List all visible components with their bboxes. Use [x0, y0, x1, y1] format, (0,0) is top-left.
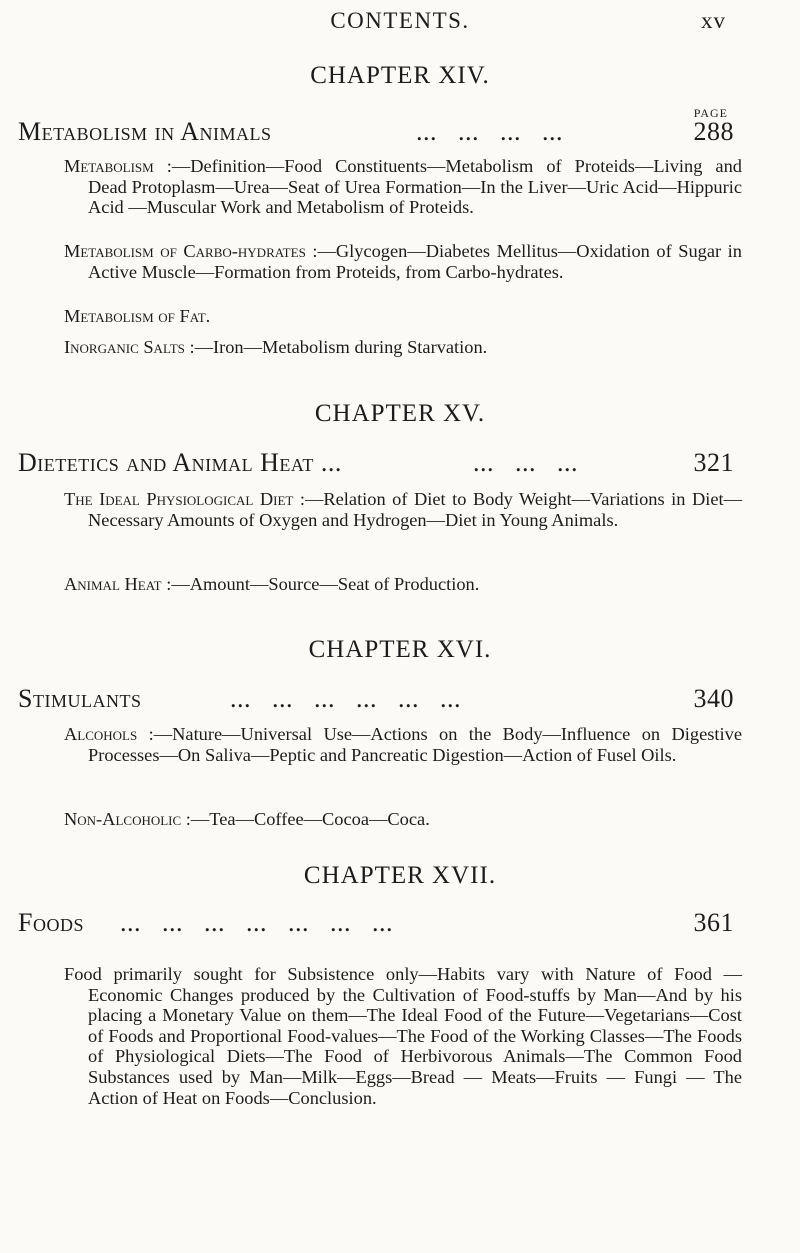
section-text: :—Amount—Source—Seat of Production. [161, 574, 480, 594]
section-lead: Animal Heat [64, 574, 162, 594]
section-text: :—Tea—Coffee—Cocoa—Coca. [181, 809, 430, 829]
section-lead: Metabolism of Carbo-hydrates [64, 241, 306, 261]
section-text: :—Relation of Diet to Body Weight—Variations in Diet—Necessary Amounts of Oxygen and Hydrogen—Diet in Young Animals. [88, 489, 742, 530]
section-lead: Alcohols [64, 724, 138, 744]
toc-entry-metabolism-in-animals[interactable] [18, 117, 734, 147]
dot-leaders: ... ... ... ... ... ... ... [120, 908, 393, 937]
section-ideal-diet [64, 489, 742, 530]
section-text: Food primarily sought for Subsistence only—Habits vary with Nature of Food — Economic Changes produced by the Cultivation of Food-stuffs by Man—And by his placing a Monetary Value on them—The Ideal Food of the Future—Vegetarians—Cost of Foods and Proportional Food-values—The Food of the Working Classes—The Foods of Physiological Diets—The Food of Herbivorous Animals—The Common Food Substances used by Man—Milk—Eggs—Bread — Meats—Fruits — Fungi — The Action of Heat on Foods—Conclusion. [64, 964, 742, 1108]
section-lead: Metabolism [64, 156, 154, 176]
section-alcohols [64, 724, 742, 765]
page-column-label: PAGE [693, 106, 728, 120]
toc-entry-dietetics[interactable] [18, 448, 734, 478]
section-lead: Non-Alcoholic [64, 809, 182, 829]
section-text: :—Nature—Universal Use—Actions on the Body—Influence on Digestive Processes—On Saliva—Peptic and Pancreatic Digestion—Action of Fusel Oils. [88, 724, 742, 765]
section-text: :—Definition—Food Constituents—Metabolism of Proteids—Living and Dead Protoplasm—Urea—Seat of Urea Formation—In the Liver—Uric Acid—Hippuric Acid —Muscular Work and Metabolism of Proteids. [88, 156, 742, 218]
section-non-alcoholic [64, 809, 742, 830]
section-lead: Metabolism of Fat. [64, 306, 211, 326]
section-animal-heat [64, 574, 742, 595]
entry-page-number: 321 [693, 448, 734, 477]
entry-title: Metabolism in Animals [18, 117, 272, 146]
section-lead: The Ideal Physiological Diet [64, 489, 294, 509]
chapter-heading-xv: CHAPTER XV. [314, 400, 486, 427]
entry-page-number: 361 [693, 908, 734, 937]
section-metabolism [64, 156, 742, 218]
dot-leaders: ... ... ... ... ... ... [230, 684, 461, 713]
section-fat [64, 306, 742, 327]
entry-title: Dietetics and Animal Heat ... [18, 448, 342, 477]
running-title: CONTENTS. [330, 8, 470, 33]
page-folio: xv [701, 8, 726, 33]
running-head [0, 8, 800, 38]
toc-entry-stimulants[interactable] [18, 684, 734, 714]
section-lead: Inorganic Salts [64, 337, 185, 357]
section-text: :—Iron—Metabolism during Starvation. [184, 337, 488, 357]
entry-page-number: 288 [693, 117, 734, 146]
section-inorganic-salts [64, 337, 742, 358]
toc-entry-foods[interactable] [18, 908, 734, 938]
chapter-heading-xiv: CHAPTER XIV. [310, 62, 490, 89]
dot-leaders: ... ... ... [473, 448, 578, 477]
entry-title: Stimulants [18, 684, 142, 713]
entry-title: Foods [18, 908, 84, 937]
section-text: :—Glycogen—Diabetes Mellitus—Oxidation of Sugar in Active Muscle—Formation from Proteids, from Carbo-hydrates. [88, 241, 742, 282]
dot-leaders: ... ... ... ... [416, 117, 563, 146]
entry-page-number: 340 [693, 684, 734, 713]
chapter-heading-xvii: CHAPTER XVII. [303, 862, 497, 889]
section-carbohydrates [64, 241, 742, 282]
chapter-heading-xvi: CHAPTER XVI. [308, 636, 492, 663]
section-foods [64, 964, 742, 1108]
